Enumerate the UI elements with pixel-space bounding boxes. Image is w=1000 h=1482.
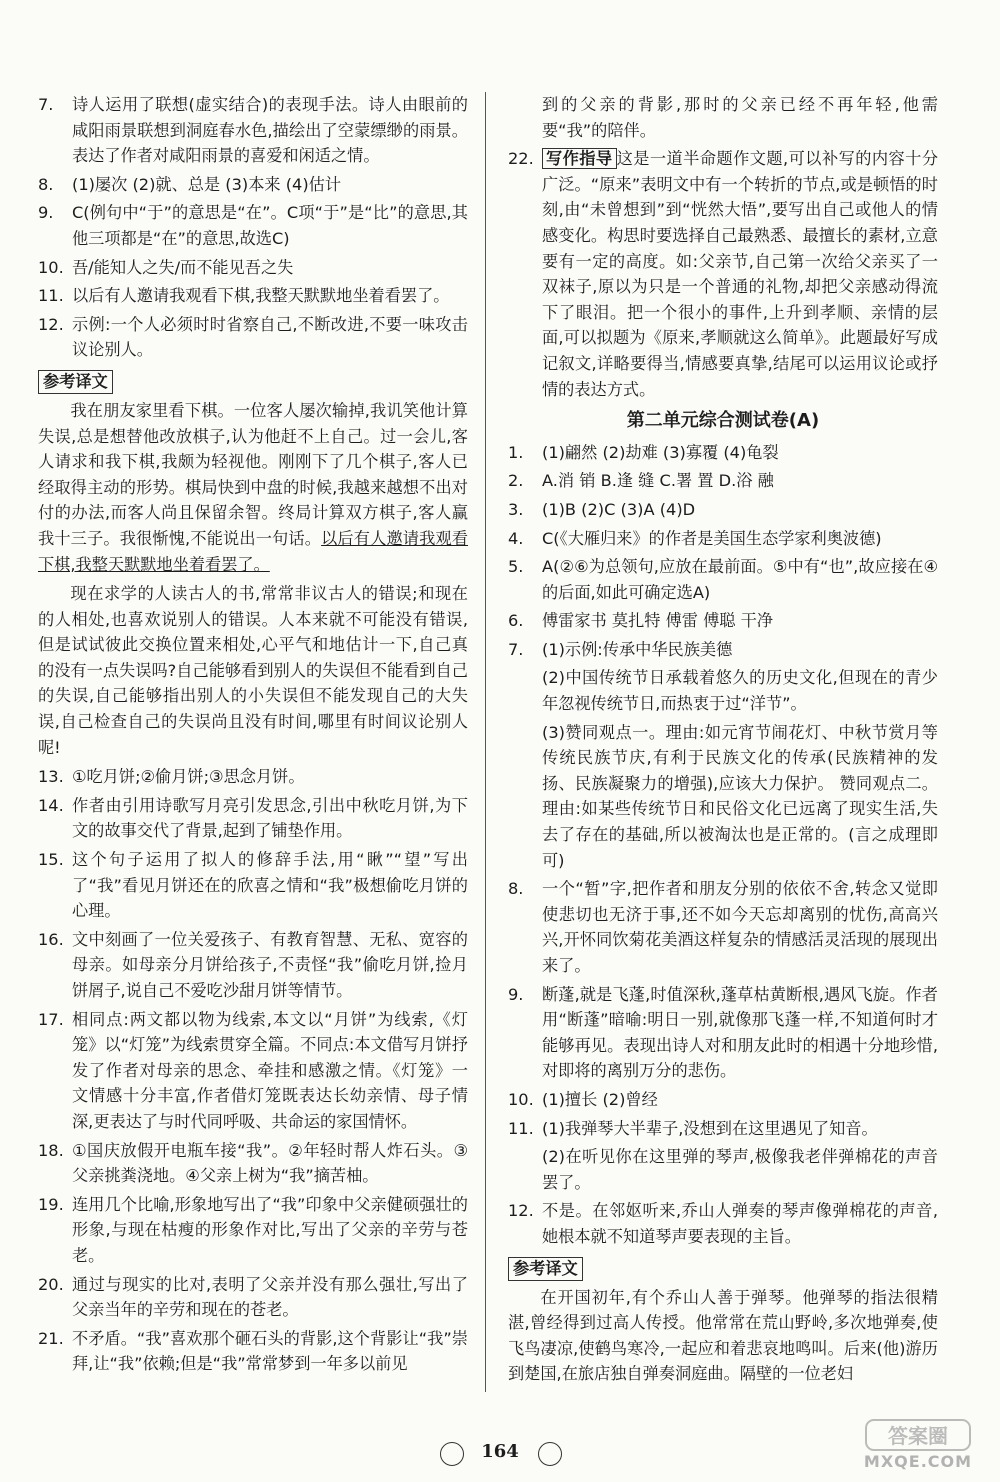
answer-text: 傅雷家书 莫扎特 傅雷 傅聪 干净 <box>542 611 774 631</box>
answer-text: ①吃月饼;②偷月饼;③思念月饼。 <box>72 767 305 787</box>
answer-text: 不矛盾。“我”喜欢那个砸石头的背影,这个背影让“我”崇拜,让“我”依赖;但是“我”常常梦到一年多以前见 <box>72 1328 468 1374</box>
column-divider <box>485 92 486 1392</box>
answer-number: 6. <box>508 611 524 631</box>
answer-item <box>38 847 468 924</box>
answer-item <box>508 440 938 466</box>
answer-text: (1)屡次 (2)就、总是 (3)本来 (4)估计 <box>72 174 342 194</box>
section-title: 第二单元综合测试卷(A) <box>626 410 820 432</box>
answer-11-2: (2)在听见你在这里弹的琴声,极像我老伴弹棉花的声音罢了。 <box>542 1147 938 1192</box>
answer-list-3 <box>508 440 938 663</box>
writing-guide-label: 写作指导 <box>542 148 617 169</box>
answer-text: 这个句子运用了拟人的修辞手法,用“瞅”“望”写出了“我”看见月饼还在的欣喜之情和“我”极想偷吃月饼的心理。 <box>72 850 468 921</box>
answer-number: 22. <box>508 149 534 169</box>
answer-text: ①国庆放假开电瓶车接“我”。②年轻时帮人炸石头。③父亲挑粪浇地。④父亲上树为“我”摘苦柚。 <box>72 1140 468 1186</box>
answer-item <box>38 312 468 363</box>
answer-item <box>38 283 468 309</box>
answer-number: 7. <box>38 95 54 114</box>
answer-text: (1)我弹琴大半辈子,没想到在这里遇见了知音。 <box>542 1118 878 1138</box>
reference-translation-label: 参考译文 <box>38 370 113 394</box>
answer-text: 示例:一个人必须时时省察自己,不断改进,不要一味攻击议论别人。 <box>72 314 468 360</box>
answer-number: 11. <box>508 1118 534 1138</box>
answer-22 <box>508 146 938 402</box>
answer-number: 13. <box>38 767 64 787</box>
answer-list-1 <box>38 92 468 363</box>
answer-number: 1. <box>508 442 524 462</box>
answer-item <box>38 927 468 1004</box>
answer-7-2: (2)中国传统节日承载着悠久的历史文化,但现在的青少年忽视传统节日,而热衷于过“洋节”。 <box>542 668 938 714</box>
answer-number: 17. <box>38 1009 64 1029</box>
answer-item <box>38 172 468 198</box>
answer-text: 诗人运用了联想(虚实结合)的表现手法。诗人由眼前的咸阳雨景联想到洞庭春水色,描绘出了空蒙缥缈的雨景。表达了作者对咸阳雨景的喜爱和闲适之情。 <box>72 95 468 166</box>
answer-item <box>38 793 468 844</box>
answer-text: 文中刻画了一位关爱孩子、有教育智慧、无私、宽容的母亲。如母亲分月饼给孩子,不责怪“我”偷吃月饼,捡月饼屑子,说自己不爱吃沙甜月饼等情节。 <box>72 929 468 1000</box>
answer-item <box>508 468 938 494</box>
answer-text: A.消 销 B.逢 缝 C.署 置 D.浴 融 <box>542 471 774 491</box>
answer-item <box>38 1192 468 1269</box>
answer-text: (1)擅长 (2)曾经 <box>542 1089 658 1109</box>
watermark-text: MXQE.COM <box>863 1452 973 1471</box>
answer-item <box>38 200 468 251</box>
answer-item <box>508 1116 938 1142</box>
answer-number: 12. <box>38 314 64 334</box>
answer-number: 2. <box>508 471 524 491</box>
answer-item <box>508 982 938 1084</box>
decoration-icon <box>440 1442 464 1466</box>
answer-text: (1)示例:传承中华民族美德 <box>542 639 733 659</box>
left-column <box>38 92 468 1380</box>
answer-number: 21. <box>38 1328 64 1348</box>
answer-number: 9. <box>508 984 524 1004</box>
answer-item <box>508 497 938 523</box>
answer-item <box>38 1272 468 1323</box>
answer-7-3: (3)赞同观点一。理由:如元宵节闹花灯、中秋节赏月等传统民族节庆,有利于民族文化的传承(民族精神的发扬、民族凝聚力的增强),应该大力保护。 赞同观点二。理由:如某些传统节日和民俗文化已远离了现实生活,失去了存在的基础,所以被淘汰也是正常的。(言之成理即可) <box>542 722 938 870</box>
answer-text: 作者由引用诗歌写月亮引发思念,引出中秋吃月饼,为下文的故事交代了背景,起到了铺垫作用。 <box>72 795 468 841</box>
answer-item <box>38 1007 468 1135</box>
answer-text: 相同点:两文都以物为线索,本文以“月饼”为线索,《灯笼》以“灯笼”为线索贯穿全篇。不同点:本文借写月饼抒发了作者对母亲的思念、牵挂和感激之情。《灯笼》一文情感十分丰富,作者借灯笼既表达长幼亲情、母子情深,更表达了与时代同呼吸、共命运的家国情怀。 <box>72 1009 468 1131</box>
translation-paragraph-2: 现在求学的人读古人的书,常常非议古人的错误;和现在的人相处,也喜欢说别人的错误。人本来就不可能没有错误,但是试试彼此交换位置来相处,心平气和地估计一下,自己真的没有一点失误吗?自己能够看到别人的失误但不能看到自己的失误,自己能够指出别人的小失误但不能发现自己的大失误,自己检查自己的失误尚且没有时间,哪里有时间议论别人呢! <box>38 584 468 757</box>
answer-text: 连用几个比喻,形象地写出了“我”印象中父亲健硕强壮的形象,与现在枯瘦的形象作对比,写出了父亲的辛劳与苍老。 <box>72 1194 468 1265</box>
answer-item <box>38 255 468 281</box>
answer-text: (1)翩然 (2)劫难 (3)寡覆 (4)龟裂 <box>542 442 779 462</box>
answer-item <box>38 1326 468 1377</box>
answer-number: 9. <box>38 203 54 223</box>
answer-number: 11. <box>38 286 64 306</box>
translation-paragraph-1 <box>38 398 468 577</box>
answer-number: 5. <box>508 557 524 577</box>
answer-number: 20. <box>38 1274 64 1294</box>
answer-item <box>508 554 938 605</box>
answer-item <box>508 876 938 978</box>
answer-item <box>38 1138 468 1189</box>
answer-text: C(例句中“于”的意思是“在”。C项“于”是“比”的意思,其他三项都是“在”的意思,故选C) <box>72 203 468 248</box>
answer-number: 10. <box>38 257 64 277</box>
answer-item <box>508 1087 938 1113</box>
answer-number: 18. <box>38 1140 64 1160</box>
answer-list-4 <box>508 876 938 1141</box>
answer-number: 12. <box>508 1201 534 1221</box>
answer-number: 15. <box>38 850 64 870</box>
answer-text: A(②⑥为总领句,应放在最前面。⑤中有“也”,故应接在④的后面,如此可确定选A) <box>542 557 938 602</box>
answer-text: 断蓬,就是飞蓬,时值深秋,蓬草枯黄断根,遇风飞旋。作者用“断蓬”暗喻:明日一别,就像那飞蓬一样,不知道何时才能够再见。表现出诗人对和朋友此时的相遇十分地珍惜,对即将的离别万分的悲伤。 <box>542 984 938 1081</box>
watermark-logo-icon <box>848 1418 988 1454</box>
answer-list-2 <box>38 764 468 1377</box>
answer-number: 16. <box>38 929 64 949</box>
answer-21-continued: 到的父亲的背影,那时的父亲已经不再年轻,他需要“我”的陪伴。 <box>542 95 938 140</box>
answer-number: 8. <box>508 879 524 899</box>
answer-text: 通过与现实的比对,表明了父亲并没有那么强壮,写出了父亲当年的辛劳和现在的苍老。 <box>72 1274 468 1320</box>
watermark <box>848 1418 988 1478</box>
answer-number: 8. <box>38 174 54 194</box>
answer-text: 吾/能知人之失/而不能见吾之失 <box>72 257 294 277</box>
answer-number: 10. <box>508 1089 534 1109</box>
answer-item <box>38 92 468 169</box>
answer-text: 以后有人邀请我观看下棋,我整天默默地坐着看罢了。 <box>72 286 450 306</box>
answer-text: (1)B (2)C (3)A (4)D <box>542 499 696 519</box>
answer-number: 14. <box>38 795 64 815</box>
translation-paragraph: 在开国初年,有个乔山人善于弹琴。他弹琴的指法很精湛,曾经得到过高人传授。他常常在荒山野岭,多次地弹奏,使飞鸟凄凉,使鹤鸟寒冷,一起应和着悲哀地鸣叫。后来(他)游历到楚国,在旅店独自弹奏洞庭曲。隔壁的一位老妇 <box>508 1287 938 1384</box>
answer-text: 写作指导 这是一道半命题作文题,可以补写的内容十分广泛。“原来”表明文中有一个转折的节点,或是顿悟的时刻,由“未曾想到”到“恍然大悟”,要写出自己或他人的情感变化。构思时要选择自己最熟悉、最擅长的素材,立意要有一定的高度。如:父亲节,自己第一次给父亲买了一双袜子,原以为只是一个普通的礼物,却把父亲感动得流下了眼泪。把一个很小的事件,上升到孝顺、亲情的层面,可以拟题为《原来,孝顺就这么简单》。此题最好写成记叙文,详略要得当,情感要真挚,结尾可以运用议论或抒情的表达方式。 <box>542 149 939 399</box>
right-column <box>508 92 938 1391</box>
answer-item <box>38 764 468 790</box>
reference-translation-label: 参考译文 <box>508 1257 583 1281</box>
answer-number: 4. <box>508 528 524 548</box>
decoration-icon <box>538 1442 562 1466</box>
page-number: 164 <box>481 1441 519 1462</box>
answer-number: 19. <box>38 1194 64 1214</box>
answer-text: C(《大雁归来》的作者是美国生态学家利奥波德) <box>542 528 882 548</box>
translation-text: 我在朋友家里看下棋。一位客人屡次输掉,我讥笑他计算失误,总是想替他改放棋子,认为他赶不上自己。过一会儿,客人请求和我下棋,我颇为轻视他。刚刚下了几个棋子,客人已经取得主动的形势。棋局快到中盘的时候,我越来越想不出对付的办法,而客人尚且保留余智。终局计算双方棋子,客人赢我十三子。我很惭愧,不能说出一句话。 <box>38 400 468 548</box>
answer-number: 3. <box>508 499 524 519</box>
underlined-sentence: 以后有人邀请我观看下棋,我整天默默地坐着看罢了。 <box>38 528 469 574</box>
answer-12 <box>508 1198 938 1249</box>
answer-item <box>508 526 938 552</box>
answer-text: 不是。在邻妪听来,乔山人弹奏的琴声像弹棉花的声音,她根本就不知道琴声要表现的主旨。 <box>542 1201 938 1246</box>
answer-item <box>508 608 938 634</box>
answer-text: 一个“暂”字,把作者和朋友分别的依依不舍,转念又觉即使悲切也无济于事,还不如今天忘却离别的忧伤,高高兴兴,开怀同饮菊花美酒这样复杂的情感活灵活现的展现出来了。 <box>542 879 938 975</box>
watermark-logo-text: 答案圈 <box>888 1424 948 1448</box>
answer-item <box>508 637 938 663</box>
answer-number: 7. <box>508 639 524 659</box>
